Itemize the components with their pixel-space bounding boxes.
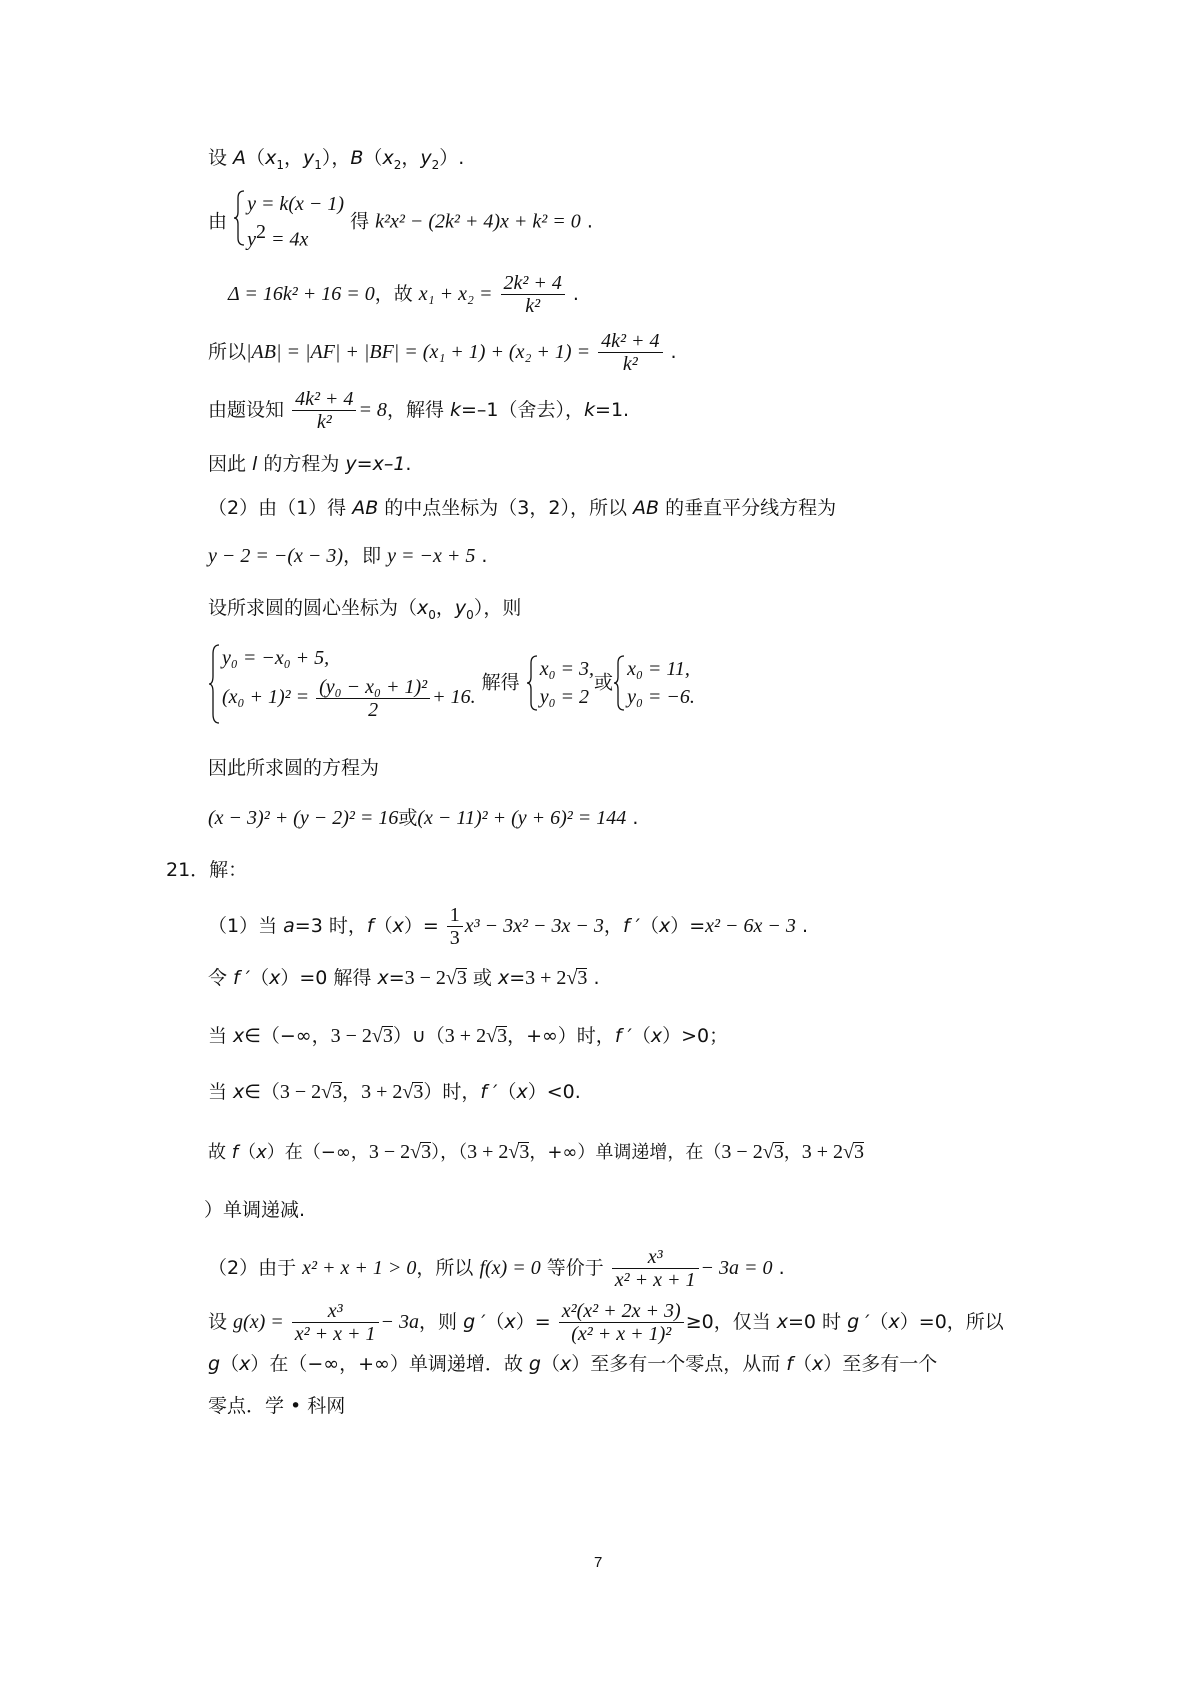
- var-a: a: [283, 915, 295, 937]
- value: 3 − 2: [368, 1141, 411, 1163]
- value: 3 − 2: [330, 1025, 372, 1047]
- text: （: [246, 147, 266, 169]
- value: 3 − 2: [279, 1081, 322, 1103]
- line-center-system: [208, 644, 695, 722]
- text: =–1（舍去），: [461, 399, 585, 421]
- text: ，: [603, 915, 623, 937]
- line-circle-intro: [208, 756, 379, 780]
- text: ）>0；: [662, 1025, 729, 1047]
- text: 或: [398, 807, 418, 829]
- equation: + 16.: [432, 686, 476, 708]
- value: 3 − 2: [404, 967, 446, 989]
- text: （2）由于: [208, 1257, 303, 1279]
- numerator: x³: [612, 1246, 699, 1269]
- line-part1-function: [208, 904, 808, 949]
- var-g: g: [528, 1353, 541, 1375]
- text: =: [388, 967, 405, 989]
- var-x: x: [392, 915, 404, 937]
- var-x: x: [233, 1025, 245, 1047]
- line-solve-k: [208, 388, 629, 433]
- solution-system: [613, 655, 695, 711]
- text: .: [566, 283, 579, 305]
- line-critical-points: 令 f ′（x）=0 解得 x=3 − 2√3 或 x=3 + 2√3 .: [208, 967, 600, 989]
- radicand: 3: [773, 1141, 784, 1163]
- text: 得: [350, 210, 376, 233]
- text: 或: [466, 967, 498, 989]
- text: （: [250, 967, 270, 989]
- equation: k²x² − (2k² + 4)x + k² = 0: [375, 210, 581, 233]
- segment-ab: AB: [352, 497, 379, 519]
- line-bisector: [208, 544, 487, 568]
- segment-ab: AB: [633, 497, 660, 519]
- value: 3 + 2: [444, 1025, 487, 1047]
- denominator: 3: [449, 927, 460, 949]
- text: ）在（−∞，: [266, 1142, 369, 1163]
- text: 由题设知: [208, 399, 285, 421]
- value: 3 + 2: [801, 1141, 843, 1163]
- text: =0 时: [788, 1311, 848, 1333]
- radicand: 3: [456, 967, 467, 989]
- text: 所以: [208, 341, 247, 363]
- text: ，: [342, 1081, 362, 1103]
- denominator: x² + x + 1: [294, 1323, 376, 1345]
- denominator: k²: [622, 353, 638, 375]
- text: （: [485, 1311, 505, 1333]
- fraction: [316, 676, 430, 721]
- text: ∈（−∞，: [244, 1025, 331, 1047]
- var-x: x: [239, 1353, 251, 1375]
- line-define-g: [208, 1300, 1004, 1345]
- radicand: 3: [497, 1025, 508, 1047]
- brace-icon: [526, 655, 538, 711]
- var-x: x: [265, 147, 277, 169]
- system-row: [222, 672, 476, 722]
- denominator: (x² + x + 1)²: [571, 1323, 672, 1345]
- equation: x³ − 3x² − 3x − 3: [464, 915, 604, 937]
- radicand: 3: [413, 1081, 424, 1103]
- equation: − 3a: [380, 1311, 420, 1333]
- var-f-prime: f ′: [233, 967, 251, 989]
- numerator: x²(x² + 2x + 3): [559, 1300, 684, 1323]
- var-k: k: [584, 399, 596, 421]
- line-discriminant: [228, 272, 579, 317]
- denominator: k²: [316, 411, 332, 433]
- subscript: 2: [431, 157, 440, 172]
- var-x: x: [377, 967, 389, 989]
- equation-system: [208, 644, 476, 722]
- equation: |AB| = |AF| + |BF| = (x₁ + 1) + (x₂ + 1) =: [246, 341, 591, 363]
- line-circle-equations: [208, 806, 638, 830]
- text: （: [497, 1081, 517, 1103]
- point-b: B: [350, 147, 364, 169]
- problem-21-heading: [166, 858, 247, 882]
- fraction: [292, 1300, 379, 1345]
- text: =: [509, 967, 526, 989]
- subscript: 2: [393, 157, 402, 172]
- text: ）至多有一个零点，从而: [571, 1353, 787, 1375]
- text: 零点．学 • 科网: [208, 1395, 346, 1417]
- system-row: y = k(x − 1): [247, 193, 345, 215]
- brace-icon: [233, 190, 245, 246]
- radicand: 3: [382, 1025, 393, 1047]
- value: 3 + 2: [525, 967, 567, 989]
- text: 令: [208, 967, 234, 989]
- var-x: x: [650, 1025, 663, 1047]
- var-x: x: [516, 1081, 528, 1103]
- text: 当: [208, 1081, 234, 1103]
- text: ，所以: [416, 1257, 480, 1279]
- text: ∈（: [244, 1081, 280, 1103]
- text: =1.: [595, 399, 630, 421]
- var-f-prime: f ′: [622, 915, 640, 937]
- radicand: 3: [853, 1141, 864, 1163]
- text: ，解得: [386, 399, 450, 421]
- text: （: [792, 1353, 812, 1375]
- text: （: [220, 1353, 240, 1375]
- var-x: x: [559, 1353, 572, 1375]
- equation: Δ = 16k² + 16 = 0: [228, 283, 375, 305]
- var-x: x: [776, 1311, 788, 1333]
- numerator: 4k² + 4: [292, 388, 356, 411]
- equation: y − 2 = −(x − 3): [208, 545, 344, 567]
- denominator: k²: [525, 295, 541, 317]
- var-x: x: [417, 597, 429, 619]
- line-system-substitution: [208, 190, 593, 254]
- text: 的中点坐标为（3，2），所以: [378, 497, 634, 519]
- text: 解得: [481, 671, 520, 694]
- system-row: x₀ = 3,: [539, 658, 595, 680]
- text: ，: [435, 597, 455, 619]
- fraction: [501, 272, 565, 317]
- var-x: x: [382, 147, 394, 169]
- var-g-prime: g ′: [463, 1311, 486, 1333]
- line-equation-of-l: [208, 452, 411, 476]
- line-part2-equivalence: [208, 1246, 785, 1291]
- var-f: f: [786, 1353, 793, 1375]
- text: 设: [208, 147, 234, 169]
- equation: = 8: [358, 399, 387, 421]
- var-y: y: [420, 147, 432, 169]
- text: 因此: [208, 453, 253, 475]
- radicand: 3: [332, 1081, 343, 1103]
- text: 等价于: [540, 1257, 610, 1279]
- value: 3 + 2: [467, 1141, 509, 1163]
- text: ）=: [403, 915, 439, 937]
- text: 的方程为: [257, 453, 346, 475]
- brace-icon: [208, 644, 220, 724]
- text: ），则: [473, 597, 522, 619]
- text: ）=: [515, 1311, 551, 1333]
- radicand: 3: [421, 1141, 432, 1163]
- equation: y=x–1: [345, 453, 406, 475]
- text: （2）由（1）得: [208, 497, 353, 519]
- equation: (x − 3)² + (y − 2)² = 16: [208, 807, 399, 829]
- var-x: x: [888, 1311, 900, 1333]
- text: ）.: [439, 147, 465, 169]
- system-row: y₀ = −6.: [627, 686, 695, 708]
- page-number: 7: [594, 1554, 603, 1571]
- var-x: x: [256, 1142, 267, 1163]
- equation: x² − 6x − 3: [705, 915, 796, 937]
- point-a: A: [233, 147, 247, 169]
- var-g: g: [208, 1353, 221, 1375]
- text: ）单调递减.: [204, 1199, 306, 1221]
- text: （: [373, 915, 393, 937]
- text: 因此所求圆的方程为: [208, 757, 380, 779]
- text: ）=0，所以: [899, 1311, 1004, 1333]
- var-x: x: [233, 1081, 245, 1103]
- text: 故: [208, 1142, 232, 1163]
- text: ，: [783, 1142, 802, 1163]
- var-l: l: [252, 453, 258, 475]
- line-decreasing-interval: 当 x∈（3 − 2√3，3 + 2√3）时，f ′（x）<0.: [208, 1081, 581, 1103]
- text: ，+∞）时，: [507, 1025, 615, 1047]
- var-k: k: [449, 399, 461, 421]
- var-f: f: [366, 915, 374, 937]
- var-f-prime: f ′: [614, 1025, 632, 1047]
- text: .: [626, 807, 639, 829]
- fraction: [447, 904, 463, 949]
- var-y: y: [247, 228, 256, 251]
- equation: (x₀ + 1)² =: [222, 686, 310, 708]
- var-y: y: [302, 147, 315, 169]
- line-define-points: [208, 146, 464, 177]
- text: （: [238, 1142, 257, 1163]
- numerator: 1: [447, 904, 463, 927]
- numerator: 2k² + 4: [501, 272, 565, 295]
- text: ，+∞）单调递增，在（: [529, 1142, 722, 1163]
- var-g-prime: g ′: [847, 1311, 870, 1333]
- text: ）=: [670, 915, 706, 937]
- var-f-prime: f ′: [480, 1081, 498, 1103]
- denominator: 2: [368, 698, 379, 721]
- var-f: f: [231, 1142, 239, 1163]
- system-row: y₀ = −x₀ + 5,: [222, 647, 330, 669]
- fraction: [292, 388, 356, 433]
- line-monotonicity-summary: 故 f（x）在（−∞，3 − 2√3），（3 + 2√3，+∞）单调递增，在（3 − 2√3，3 + 2√3: [208, 1141, 864, 1163]
- equation-system: [233, 190, 344, 254]
- text: 设所求圆的圆心坐标为（: [208, 597, 418, 619]
- equation: (x − 11)² + (y + 6)² = 144: [417, 807, 627, 829]
- text: =3 时，: [294, 915, 367, 937]
- text: .: [664, 341, 677, 363]
- text: .: [795, 915, 809, 937]
- text: ≥0，仅当: [685, 1311, 777, 1333]
- value: 3 + 2: [361, 1081, 403, 1103]
- solution-system: [526, 655, 594, 711]
- var-x: x: [811, 1353, 824, 1375]
- text: ，: [283, 147, 303, 169]
- equation: f(x) = 0: [479, 1257, 541, 1279]
- subscript: 1: [276, 157, 284, 172]
- text: .: [772, 1257, 785, 1279]
- equation: g(x) =: [233, 1311, 284, 1333]
- system-row: x₀ = 11,: [627, 658, 690, 680]
- var-x: x: [497, 967, 510, 989]
- text: .: [405, 453, 412, 475]
- text: （: [869, 1311, 889, 1333]
- text: .: [475, 545, 488, 567]
- radicand: 3: [577, 967, 588, 989]
- equation: x₁ + x₂ =: [418, 283, 493, 305]
- text: .: [580, 210, 593, 233]
- text: ，即: [343, 545, 388, 567]
- text: 或: [594, 671, 614, 694]
- line-monotonicity-end: [204, 1198, 305, 1222]
- var-x: x: [504, 1311, 516, 1333]
- line-zero-conclusion: [208, 1394, 345, 1418]
- line-ab-length: [208, 330, 677, 375]
- brace-icon: [613, 655, 625, 711]
- value: 3 − 2: [721, 1141, 763, 1163]
- equation: − 3a = 0: [700, 1257, 773, 1279]
- var-x: x: [659, 915, 671, 937]
- system-row: $y^2 = 4x$: [247, 221, 309, 251]
- text: （: [363, 147, 383, 169]
- text: ）在（−∞，+∞）单调递增．故: [250, 1353, 529, 1375]
- text: ）=0 解得: [280, 967, 378, 989]
- text: ），（: [431, 1142, 468, 1163]
- text: ，则: [419, 1311, 464, 1333]
- line-g-monotone: [208, 1352, 937, 1376]
- subscript: 1: [314, 157, 322, 172]
- text: 的垂直平分线方程为: [659, 497, 837, 519]
- text: ，故: [374, 283, 419, 305]
- system-row: y₀ = 2: [539, 686, 590, 708]
- numerator: (y₀ − x₀ + 1)²: [316, 676, 430, 699]
- text: ）<0.: [527, 1081, 581, 1103]
- var-y: y: [454, 597, 467, 619]
- radicand: 3: [519, 1141, 530, 1163]
- text: （: [631, 1025, 651, 1047]
- line-increasing-interval: 当 x∈（−∞，3 − 2√3）∪（3 + 2√3，+∞）时，f ′（x）>0；: [208, 1025, 729, 1047]
- text: （: [639, 915, 659, 937]
- text: 21．解：: [166, 859, 248, 881]
- equation: x² + x + 1 > 0: [302, 1257, 417, 1279]
- text: ）至多有一个: [823, 1353, 938, 1375]
- text: 当: [208, 1025, 234, 1047]
- fraction: [612, 1246, 699, 1291]
- text: ）时，: [423, 1081, 481, 1103]
- fraction: [598, 330, 662, 375]
- fraction: [559, 1300, 684, 1345]
- numerator: x³: [292, 1300, 379, 1323]
- numerator: 4k² + 4: [598, 330, 662, 353]
- line-part2-intro: [208, 496, 836, 520]
- text: = 4x: [265, 228, 309, 251]
- var-x: x: [269, 967, 281, 989]
- text: 设: [208, 1311, 234, 1333]
- denominator: x² + x + 1: [614, 1269, 696, 1291]
- line-center: 设所求圆的圆心坐标为（$x_0$，$y_0$），则: [208, 597, 522, 622]
- text: ）∪（: [392, 1025, 445, 1047]
- text: ，: [401, 147, 421, 169]
- text: .: [587, 967, 600, 989]
- text: 由: [208, 210, 228, 233]
- text: ），: [321, 147, 351, 169]
- text: （1）当: [208, 915, 284, 937]
- text: （: [540, 1353, 560, 1375]
- equation: y = −x + 5: [387, 545, 476, 567]
